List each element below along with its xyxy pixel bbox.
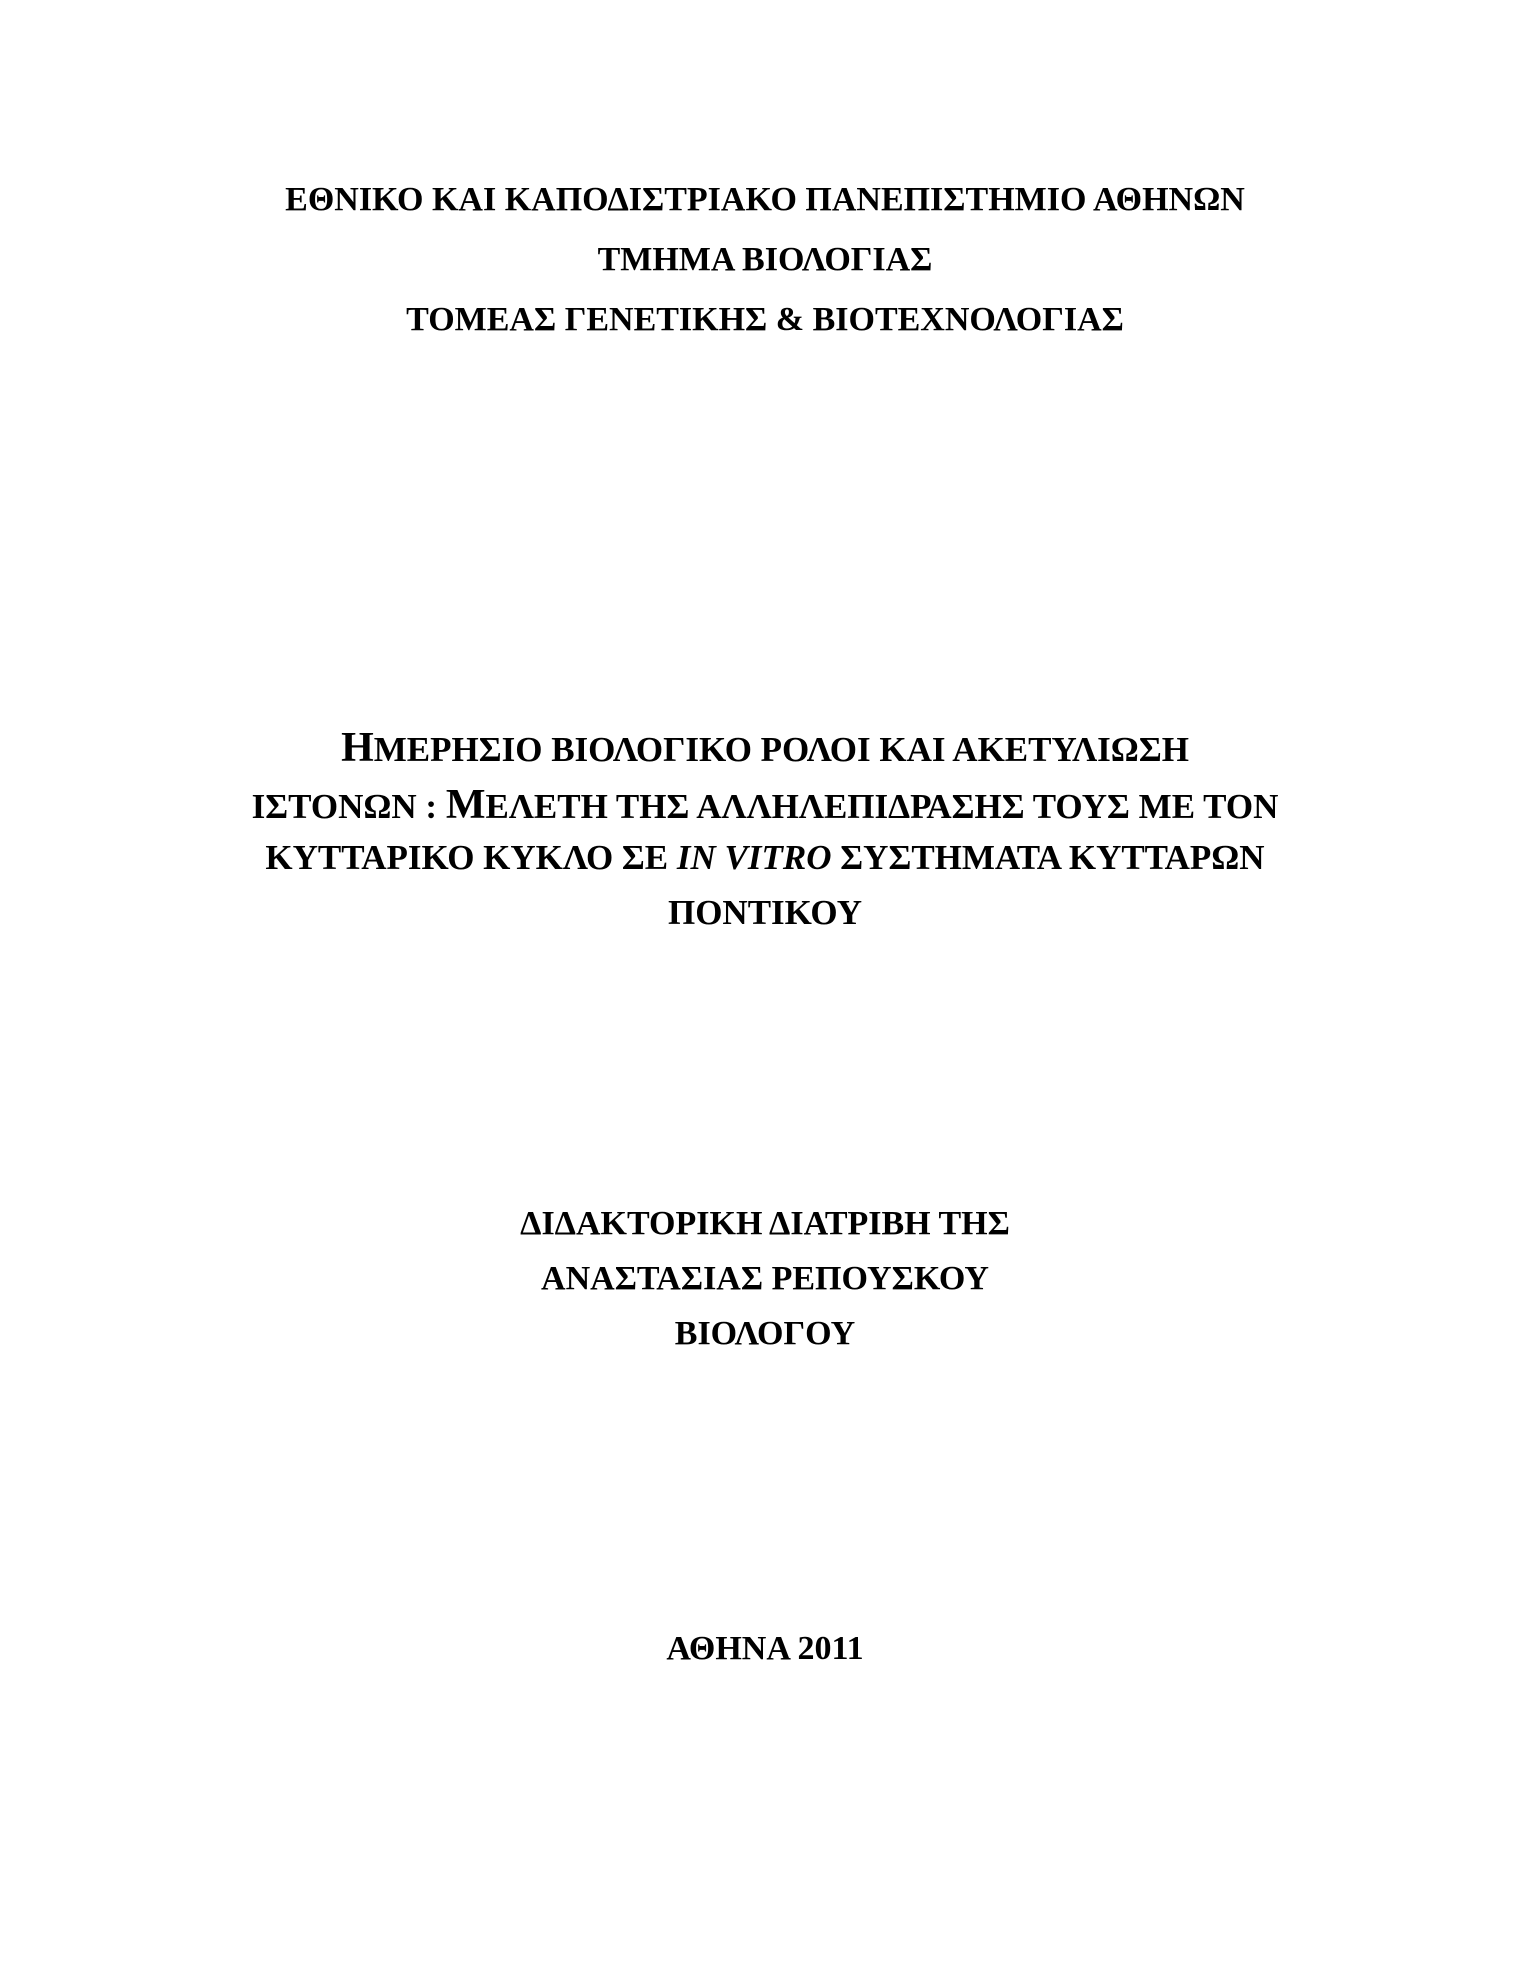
title-line-2-start: ΙΣΤΟΝΩΝ : (251, 787, 446, 826)
title-line-2-text: ΕΛΕΤΗ ΤΗΣ ΑΛΛΗΛΕΠΙΔΡΑΣΗΣ ΤΟΥΣ ΜΕ ΤΟΝ (485, 787, 1279, 826)
title-line-1-text: ΜΕΡΗΣΙΟ ΒΙΟΛΟΓΙΚΟ ΡΟΛΟΙ ΚΑΙ ΑΚΕΤΥΛΙΩΣΗ (373, 730, 1189, 769)
author-name: ΑΝΑΣΤΑΣΙΑΣ ΡΕΠΟΥΣΚΟΥ (541, 1260, 989, 1297)
title-line-2-initial: Μ (445, 782, 486, 828)
title-line-3-end: ΣΥΣΤΗΜΑΤΑ ΚΥΤΤΑΡΩΝ (831, 838, 1265, 877)
thesis-title-line-3 (0, 840, 1530, 875)
title-line-1-initial: Η (341, 725, 374, 771)
title-in-vitro: IN VITRO (676, 838, 832, 877)
place-and-year: ΑΘΗΝΑ 2011 (666, 1630, 864, 1667)
university-name: ΕΘΝΙΚΟ ΚΑΙ ΚΑΠΟΔΙΣΤΡΙΑΚΟ ΠΑΝΕΠΙΣΤΗΜΙΟ ΑΘΗΝΩΝ (285, 181, 1245, 218)
thesis-title-line-2 (0, 784, 1530, 826)
thesis-title-line-4: ΠΟΝΤΙΚΟΥ (667, 893, 862, 932)
sector-name: ΤΟΜΕΑΣ ΓΕΝΕΤΙΚΗΣ & ΒΙΟΤΕΧΝΟΛΟΓΙΑΣ (406, 301, 1124, 338)
thesis-type: ΔΙΔΑΚΤΟΡΙΚΗ ΔΙΑΤΡΙΒΗ ΤΗΣ (520, 1205, 1010, 1242)
department-name: ΤΜΗΜΑ ΒΙΟΛΟΓΙΑΣ (597, 241, 933, 278)
title-line-3-start: ΚΥΤΤΑΡΙΚΟ ΚΥΚΛΟ ΣΕ (265, 838, 677, 877)
thesis-title-line-1 (0, 727, 1530, 769)
author-role: ΒΙΟΛΟΓΟΥ (674, 1315, 856, 1352)
